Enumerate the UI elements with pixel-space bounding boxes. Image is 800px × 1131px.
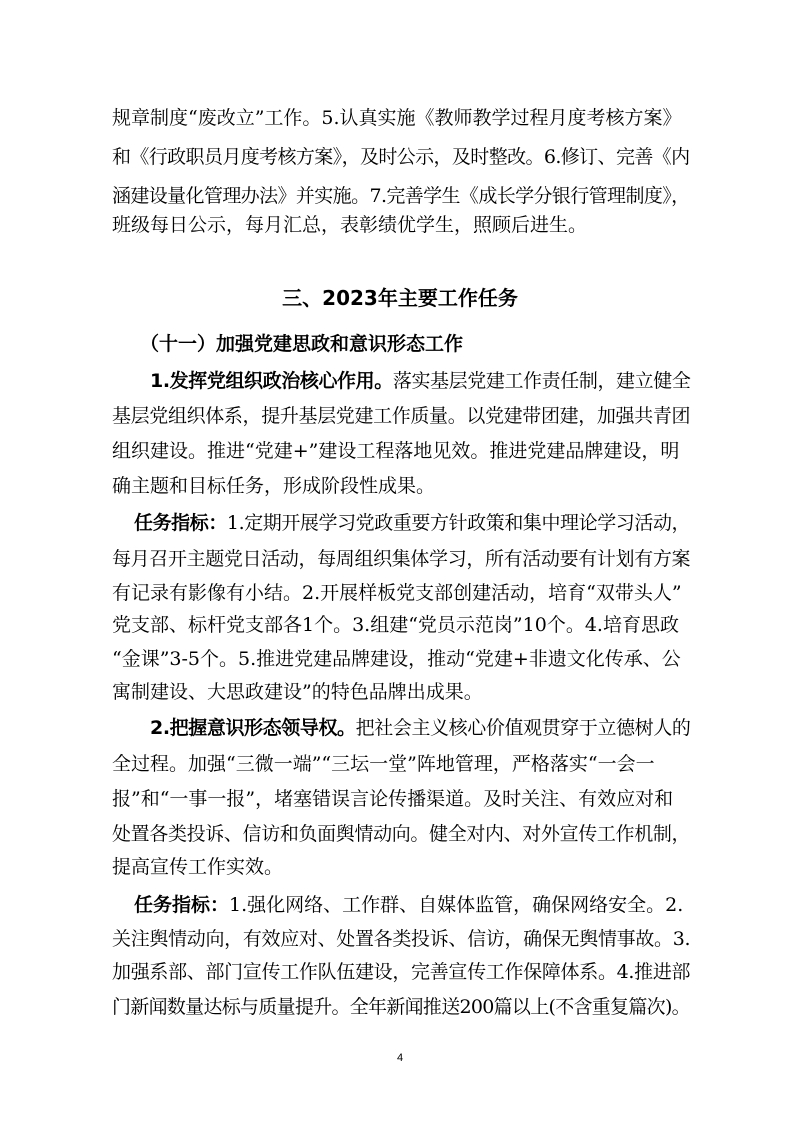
task1-line-4: 党支部、标杆党支部各1个。3.组建“党员示范岗”10个。4.培育思政 [112,614,679,636]
intro-line-1: 规章制度“废改立”工作。5.认真实施《教师教学过程月度考核方案》 [112,107,682,129]
task1-label: 任务指标： [134,512,227,534]
intro-line-2: 和《行政职员月度考核方案》，及时公示，及时整改。6.修订、完善《内 [112,146,690,168]
task2-line-3: 加强系部、部门宣传工作队伍建设，完善宣传工作保障体系。4.推进部 [112,961,691,983]
item1-line-2: 基层党组织体系，提升基层党建工作质量。以党建带团建，加强共青团 [112,405,691,427]
task1-line-6: 寓制建设、大思政建设”的特色品牌出成果。 [112,681,483,703]
section-heading: 三、2023年主要工作任务 [282,286,518,310]
item1-text: 落实基层党建工作责任制，建立健全 [392,370,691,392]
item2-line-2: 全过程。加强“三微一端”“三坛一堂”阵地管理，严格落实“一会一 [112,753,655,775]
item2-line-3: 报”和“一事一报”，堵塞错误言论传播渠道。及时关注、有效应对和 [112,788,674,810]
task2-line-1 [134,893,683,917]
task2-label: 任务指标： [134,894,230,916]
task2-line-4: 门新闻数量达标与质量提升。全年新闻推送200篇以上(不含重复篇次)。 [112,996,690,1018]
intro-line-3: 涵建设量化管理办法》并实施。7.完善学生《成长学分银行管理制度》， [112,185,690,207]
task1-line-1 [134,511,690,535]
item1-line-3: 组织建设。推进“党建+”建设工程落地见效。推进党建品牌建设，明 [112,440,680,462]
subsection-heading: （十一）加强党建思政和意识形态工作 [140,333,464,355]
task2-text: 1.强化网络、工作群、自媒体监管，确保网络安全。2. [229,894,684,916]
task1-line-2: 每月召开主题党日活动，每周组织集体学习，所有活动要有计划有方案 [112,548,691,570]
item1-title: 1.发挥党组织政治核心作用。 [150,370,393,392]
task1-line-3: 有记录有影像有小结。2.开展样板党支部创建活动，培育“双带头人” [112,582,682,604]
item1-line-4: 确主题和目标任务，形成阶段性成果。 [112,475,436,497]
task2-line-2: 关注舆情动向，有效应对、处置各类投诉、信访，确保无舆情事故。3. [112,928,691,950]
page-number: 4 [396,1052,404,1064]
intro-line-4: 班级每日公示，每月汇总，表彰绩优学生，照顾后进生。 [112,214,588,236]
item2-line-1 [150,716,690,740]
task1-text: 1.定期开展学习党政重要方针政策和集中理论学习活动， [226,512,691,534]
item2-text: 把社会主义核心价值观贯穿于立德树人的 [355,717,691,739]
item1-line-1 [150,369,690,393]
item2-title: 2.把握意识形态领导权。 [150,717,356,739]
item2-line-5: 提高宣传工作实效。 [112,856,284,878]
item2-line-4: 处置各类投诉、信访和负面舆情动向。健全对内、对外宣传工作机制， [112,823,691,845]
task1-line-5: “金课”3-5个。5.推进党建品牌建设，推动“党建+非遗文化传承、公 [112,648,681,670]
